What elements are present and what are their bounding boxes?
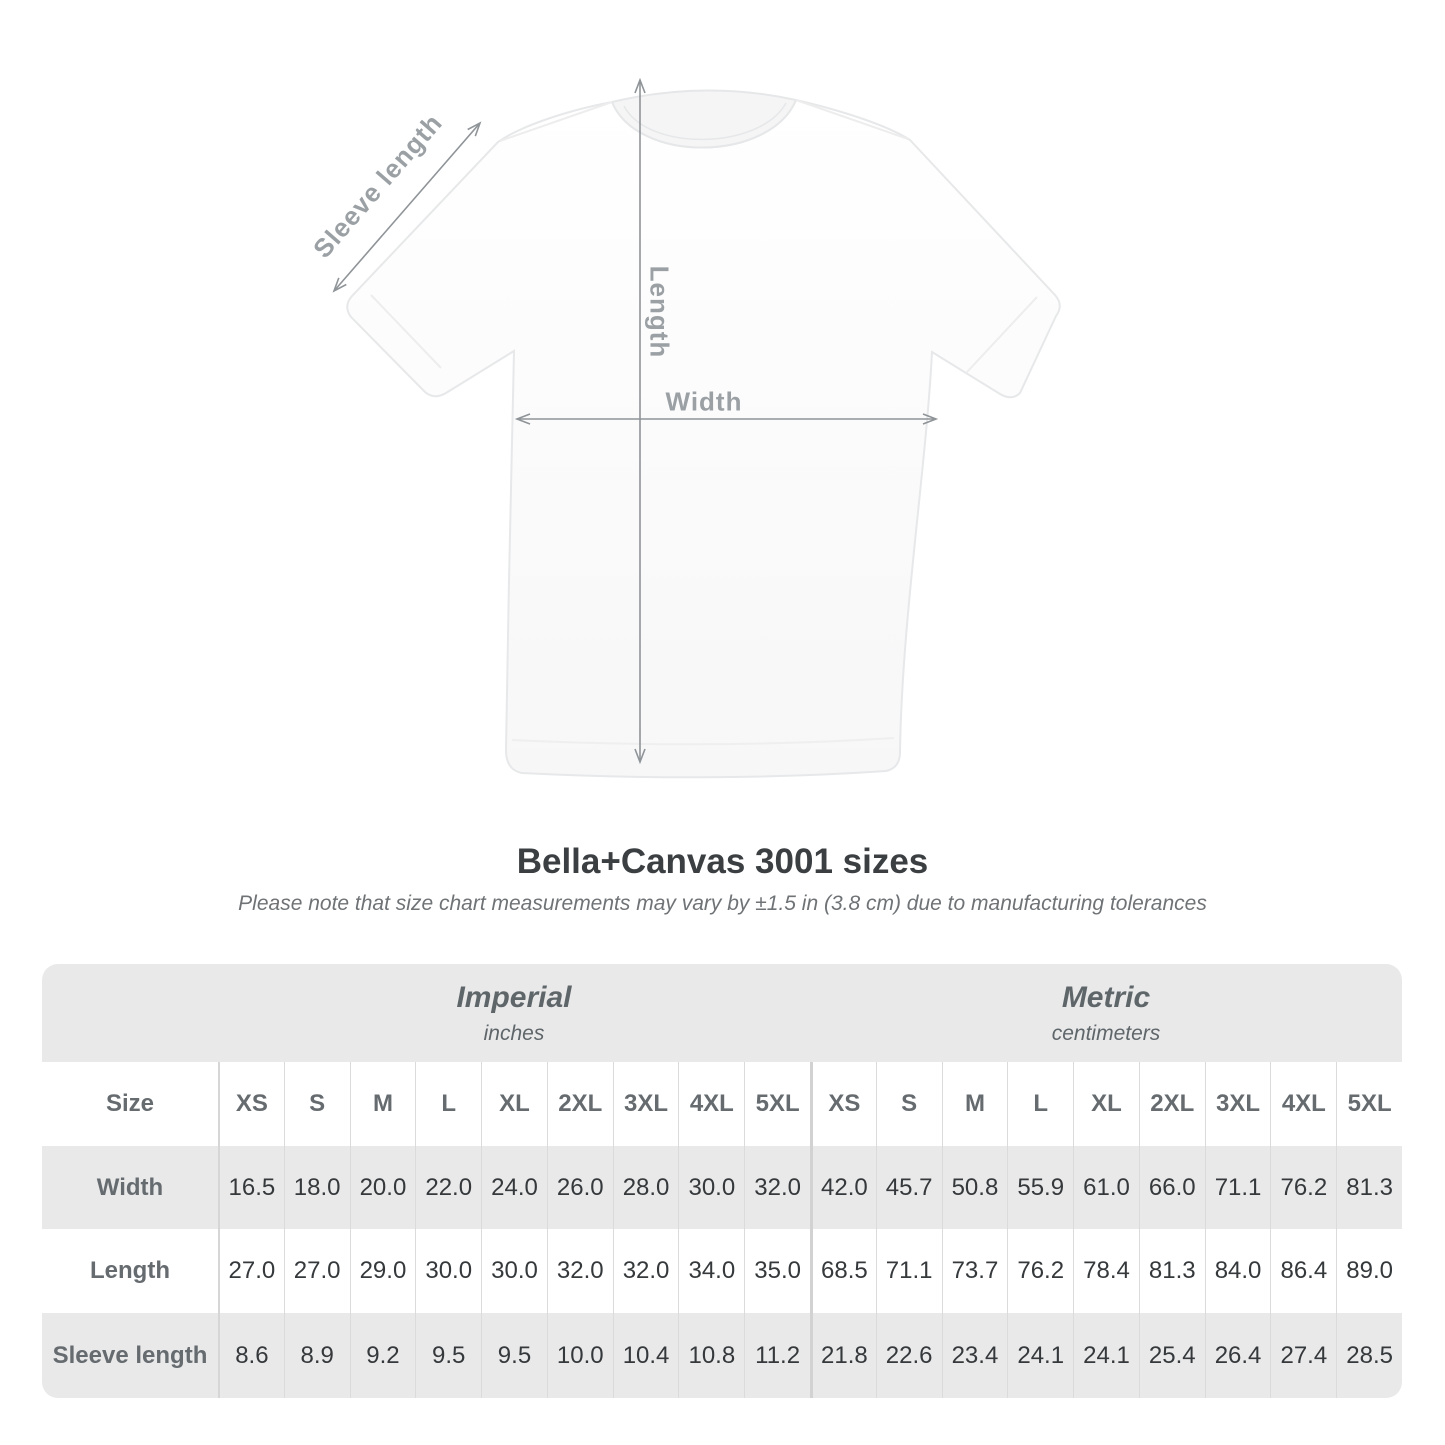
table-cell: 42.0 bbox=[810, 1146, 876, 1229]
length-label: Length bbox=[644, 265, 675, 359]
table-cell: 9.5 bbox=[415, 1313, 481, 1398]
length-row bbox=[42, 1229, 1402, 1313]
table-cell: 73.7 bbox=[942, 1229, 1008, 1313]
metric-title: Metric bbox=[1061, 980, 1151, 1014]
size-header-cell: XL bbox=[481, 1062, 547, 1146]
table-cell: 27.4 bbox=[1270, 1313, 1336, 1398]
table-cell: 61.0 bbox=[1073, 1146, 1139, 1229]
table-cell: 22.0 bbox=[415, 1146, 481, 1229]
size-header-cell: M bbox=[942, 1062, 1008, 1146]
table-cell: 26.0 bbox=[547, 1146, 613, 1229]
size-column-label: Size bbox=[105, 1090, 155, 1117]
table-cell: 32.0 bbox=[744, 1146, 810, 1229]
table-cell: 24.1 bbox=[1073, 1313, 1139, 1398]
table-cell: 78.4 bbox=[1073, 1229, 1139, 1313]
width-row bbox=[42, 1146, 1402, 1229]
table-cell: 8.6 bbox=[218, 1313, 284, 1398]
table-cell: 20.0 bbox=[350, 1146, 416, 1229]
table-cell: 8.9 bbox=[284, 1313, 350, 1398]
table-cell: 27.0 bbox=[284, 1229, 350, 1313]
table-cell: 18.0 bbox=[284, 1146, 350, 1229]
measurement-row-label: Length bbox=[90, 1257, 170, 1284]
table-cell: 71.1 bbox=[1205, 1146, 1271, 1229]
table-cell: 16.5 bbox=[218, 1146, 284, 1229]
table-cell: 50.8 bbox=[942, 1146, 1008, 1229]
table-cell: 27.0 bbox=[218, 1229, 284, 1313]
size-chart-table bbox=[42, 964, 1402, 1398]
table-cell: 28.0 bbox=[613, 1146, 679, 1229]
table-cell: 28.5 bbox=[1336, 1313, 1402, 1398]
size-header-cell: XL bbox=[1073, 1062, 1139, 1146]
imperial-unit: inches bbox=[483, 1021, 545, 1045]
size-header-cell: XS bbox=[218, 1062, 284, 1146]
size-header-cell: 2XL bbox=[547, 1062, 613, 1146]
table-cell: 34.0 bbox=[678, 1229, 744, 1313]
unit-group-row bbox=[42, 964, 1402, 1062]
size-header-row bbox=[42, 1062, 1402, 1146]
imperial-title: Imperial bbox=[456, 980, 572, 1014]
size-header-cell: 3XL bbox=[613, 1062, 679, 1146]
table-cell: 81.3 bbox=[1336, 1146, 1402, 1229]
table-cell: 30.0 bbox=[481, 1229, 547, 1313]
table-cell: 9.2 bbox=[350, 1313, 416, 1398]
table-cell: 55.9 bbox=[1007, 1146, 1073, 1229]
size-header-cell: 5XL bbox=[744, 1062, 810, 1146]
size-header-cell: L bbox=[1007, 1062, 1073, 1146]
table-cell: 76.2 bbox=[1007, 1229, 1073, 1313]
table-cell: 71.1 bbox=[876, 1229, 942, 1313]
table-cell: 25.4 bbox=[1139, 1313, 1205, 1398]
table-cell: 86.4 bbox=[1270, 1229, 1336, 1313]
table-cell: 29.0 bbox=[350, 1229, 416, 1313]
size-header-cell: 4XL bbox=[678, 1062, 744, 1146]
size-header-cell: M bbox=[350, 1062, 416, 1146]
table-cell: 30.0 bbox=[415, 1229, 481, 1313]
table-cell: 68.5 bbox=[810, 1229, 876, 1313]
size-header-cell: S bbox=[876, 1062, 942, 1146]
width-label: Width bbox=[665, 386, 743, 417]
table-cell: 30.0 bbox=[678, 1146, 744, 1229]
table-cell: 81.3 bbox=[1139, 1229, 1205, 1313]
sleeve-length-label: Sleeve length bbox=[307, 107, 449, 264]
size-header-cell: 4XL bbox=[1270, 1062, 1336, 1146]
table-cell: 9.5 bbox=[481, 1313, 547, 1398]
table-cell: 10.4 bbox=[613, 1313, 679, 1398]
table-cell: 76.2 bbox=[1270, 1146, 1336, 1229]
imperial-group-header bbox=[218, 964, 810, 1062]
table-cell: 24.0 bbox=[481, 1146, 547, 1229]
table-cell: 11.2 bbox=[744, 1313, 810, 1398]
page-title: Bella+Canvas 3001 sizes bbox=[516, 842, 929, 881]
metric-group-header bbox=[810, 964, 1402, 1062]
table-cell: 45.7 bbox=[876, 1146, 942, 1229]
tolerance-note: Please note that size chart measurements may vary by ±1.5 in (3.8 cm) due to manufacturing tolerances bbox=[238, 892, 1207, 915]
table-cell: 22.6 bbox=[876, 1313, 942, 1398]
size-header-cell: 2XL bbox=[1139, 1062, 1205, 1146]
table-cell: 84.0 bbox=[1205, 1229, 1271, 1313]
table-cell: 32.0 bbox=[613, 1229, 679, 1313]
size-header-cell: S bbox=[284, 1062, 350, 1146]
table-cell: 23.4 bbox=[942, 1313, 1008, 1398]
tshirt-silhouette bbox=[347, 100, 1060, 777]
table-cell: 89.0 bbox=[1336, 1229, 1402, 1313]
metric-unit: centimeters bbox=[1051, 1021, 1161, 1045]
measurement-row-label: Sleeve length bbox=[52, 1341, 208, 1369]
size-header-cell: L bbox=[415, 1062, 481, 1146]
table-cell: 66.0 bbox=[1139, 1146, 1205, 1229]
group-spacer bbox=[42, 964, 218, 1062]
table-cell: 35.0 bbox=[744, 1229, 810, 1313]
table-cell: 26.4 bbox=[1205, 1313, 1271, 1398]
table-cell: 24.1 bbox=[1007, 1313, 1073, 1398]
size-header-cell: 5XL bbox=[1336, 1062, 1402, 1146]
sleeve-length-row bbox=[42, 1313, 1402, 1398]
table-cell: 10.8 bbox=[678, 1313, 744, 1398]
table-cell: 21.8 bbox=[810, 1313, 876, 1398]
measurement-row-label: Width bbox=[96, 1173, 164, 1201]
size-header-cell: 3XL bbox=[1205, 1062, 1271, 1146]
size-header-cell: XS bbox=[810, 1062, 876, 1146]
table-cell: 32.0 bbox=[547, 1229, 613, 1313]
table-cell: 10.0 bbox=[547, 1313, 613, 1398]
